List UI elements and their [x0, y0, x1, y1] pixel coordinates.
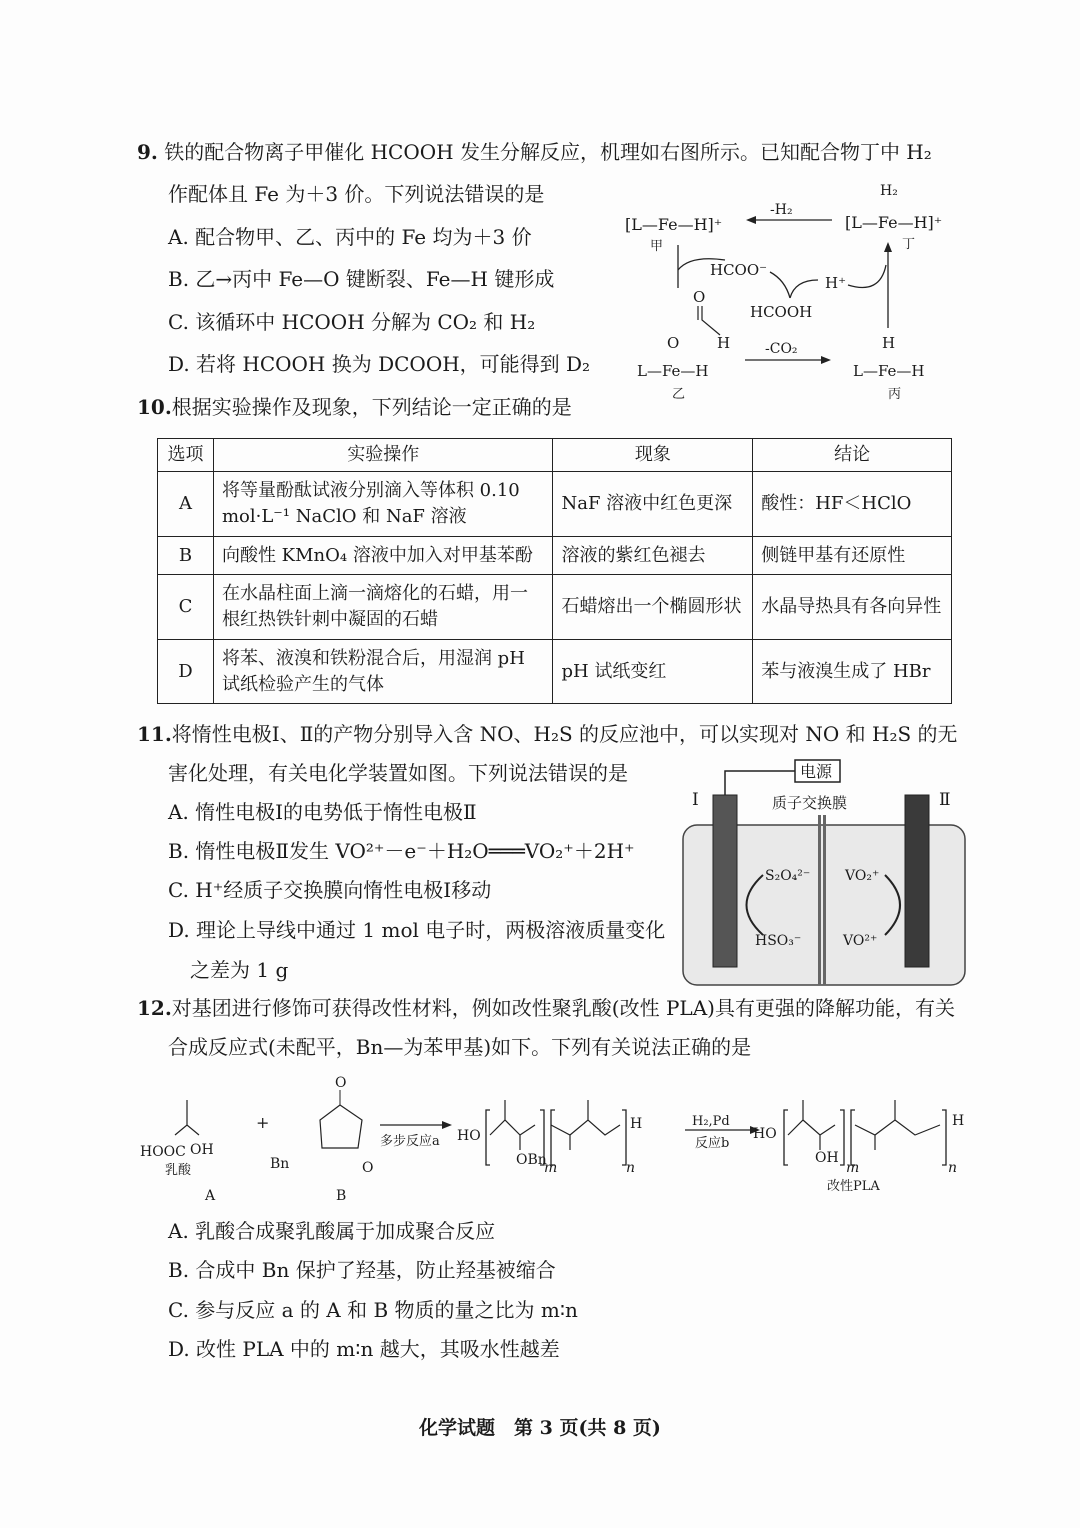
- cell: A: [158, 472, 214, 537]
- q12-option-a: A. 乳酸合成聚乳酸属于加成聚合反应: [168, 1219, 496, 1243]
- atom-o: O: [335, 1075, 347, 1091]
- complex-jia: [L—Fe—H]⁺: [625, 215, 723, 234]
- step-a-label: 多步反应a: [380, 1134, 440, 1149]
- q9-number: 9.: [137, 140, 158, 164]
- cell: 石蜡熔出一个椭圆形状: [553, 575, 753, 640]
- subscript-n: n: [626, 1160, 636, 1176]
- electrode-2-label: Ⅱ: [939, 790, 951, 810]
- minus-co2: -CO₂: [765, 341, 798, 357]
- yi-carbonyl-o: O: [693, 288, 706, 306]
- cell: 侧链甲基有还原性: [753, 537, 952, 575]
- lactic-hooc: HOOC: [140, 1144, 186, 1160]
- lactic-oh: OH: [190, 1142, 214, 1158]
- atom-ho: HO: [753, 1126, 777, 1142]
- hcoo-ion: HCOO⁻: [710, 261, 768, 279]
- subscript-m: m: [544, 1160, 558, 1176]
- label-ding: 丁: [902, 237, 916, 252]
- header-option: 选项: [158, 439, 214, 472]
- membrane-label: 质子交换膜: [772, 794, 848, 812]
- q9-option-a: A. 配合物甲、乙、丙中的 Fe 均为＋3 价: [168, 225, 532, 249]
- label-bing: 丙: [888, 387, 902, 402]
- proton-exchange-membrane: [818, 815, 821, 985]
- minus-h2: -H₂: [770, 202, 793, 218]
- q11-stem: 将惰性电极Ⅰ、Ⅱ的产物分别导入含 NO、H₂S 的反应池中，可以实现对 NO 和 H₂S 的无: [171, 722, 958, 746]
- cell: 酸性：HF＜HClO: [753, 472, 952, 537]
- table-header-row: [158, 439, 952, 472]
- q10-number: 10.: [137, 395, 172, 419]
- product-label: 改性PLA: [827, 1179, 880, 1194]
- q11-number: 11.: [137, 722, 172, 746]
- q12-option-b: B. 合成中 Bn 保护了羟基，防止羟基被缩合: [168, 1258, 556, 1282]
- q12-stem-line1: [137, 995, 955, 1021]
- cell: 在水晶柱面上滴一滴熔化的石蜡，用一根红热铁针刺中凝固的石蜡: [213, 575, 553, 640]
- q12-stem: 对基团进行修饰可获得改性材料，例如改性聚乳酸(改性 PLA)具有更强的降解功能，有关: [171, 996, 955, 1020]
- oh-group: OH: [815, 1150, 839, 1166]
- electrode-1-label: Ⅰ: [692, 790, 699, 810]
- q11-option-d: D. 理论上导线中通过 1 mol 电子时，两极溶液质量变化: [168, 918, 666, 942]
- vo-2plus-ion: VO²⁺: [843, 933, 878, 949]
- q11-option-c: C. H⁺经质子交换膜向惰性电极Ⅰ移动: [168, 878, 492, 902]
- q10-stem: [137, 394, 572, 420]
- q9-stem: 铁的配合物离子甲催化 HCOOH 发生分解反应，机理如右图所示。已知配合物丁中 H₂: [164, 140, 932, 164]
- plus-sign: +: [256, 1113, 270, 1132]
- page-footer: 化学试题 第 3 页(共 8 页): [419, 1417, 661, 1439]
- label-yi: 乙: [672, 387, 686, 402]
- cell: 水晶导热具有各向异性: [753, 575, 952, 640]
- cell: 溶液的紫红色褪去: [553, 537, 753, 575]
- power-label: 电源: [800, 762, 833, 781]
- q9-option-c: C. 该循环中 HCOOH 分解为 CO₂ 和 H₂: [168, 310, 536, 334]
- electrode-2: [905, 795, 929, 967]
- cell: 将等量酚酞试液分别滴入等体积 0.10 mol·L⁻¹ NaClO 和 NaF 溶液: [213, 472, 553, 537]
- q12-number: 12.: [137, 996, 172, 1020]
- header-conclusion: 结论: [753, 439, 952, 472]
- table-row: [158, 640, 952, 704]
- q9-stem-line1: [137, 139, 932, 165]
- compound-b-label: B: [336, 1188, 347, 1204]
- q11-option-d-cont: 之差为 1 g: [190, 958, 289, 982]
- cell: 向酸性 KMnO₄ 溶液中加入对甲基苯酚: [213, 537, 553, 575]
- arrowhead: [746, 216, 756, 224]
- label-jia: 甲: [650, 239, 664, 254]
- atom-h: H: [630, 1116, 643, 1132]
- q12-option-d: D. 改性 PLA 中的 m∶n 越大，其吸水性越差: [168, 1337, 560, 1361]
- carbonate-ring: [320, 1105, 362, 1148]
- subscript-m: m: [846, 1160, 860, 1176]
- electrode-1: [713, 795, 737, 967]
- hcooh: HCOOH: [750, 303, 813, 321]
- table-row: [158, 472, 952, 537]
- vo2-plus-ion: VO₂⁺: [845, 868, 880, 884]
- atom-o: O: [362, 1160, 374, 1176]
- q11-option-a: A. 惰性电极Ⅰ的电势低于惰性电极Ⅱ: [168, 800, 477, 824]
- cell: NaF 溶液中红色更深: [553, 472, 753, 537]
- cell: C: [158, 575, 214, 640]
- q12-option-c: C. 参与反应 a 的 A 和 B 物质的量之比为 m∶n: [168, 1298, 578, 1322]
- q11-stem-line2: 害化处理，有关电化学装置如图。下列说法错误的是: [168, 761, 628, 785]
- q9-mechanism-diagram: [610, 170, 980, 410]
- yi-h: H: [717, 334, 731, 352]
- header-operation: 实验操作: [213, 439, 553, 472]
- atom-h: H: [952, 1113, 965, 1129]
- complex-ding: [L—Fe—H]⁺: [845, 213, 943, 232]
- subscript-n: n: [948, 1160, 958, 1176]
- q10-stem-text: 根据实验操作及现象，下列结论一定正确的是: [171, 395, 572, 419]
- h-plus: H⁺: [825, 274, 846, 292]
- table-row: [158, 575, 952, 640]
- atom-ho: HO: [457, 1128, 481, 1144]
- obn-group: OBn: [516, 1152, 547, 1168]
- cell: D: [158, 640, 214, 704]
- q12-reaction-scheme: [130, 1070, 980, 1210]
- complex-yi: L—Fe—H: [637, 362, 709, 380]
- ding-h2: H₂: [880, 183, 898, 199]
- compound-a-label: A: [205, 1188, 216, 1204]
- lactic-acid-name: 乳酸: [165, 1163, 192, 1178]
- cell: B: [158, 537, 214, 575]
- reagent-b: H₂,Pd: [692, 1114, 730, 1129]
- benzyl-bn: Bn: [270, 1156, 290, 1172]
- hso3-ion: HSO₃⁻: [755, 933, 802, 949]
- q9-option-d: D. 若将 HCOOH 换为 DCOOH，可能得到 D₂: [168, 352, 591, 376]
- cell: 将苯、液溴和铁粉混合后，用湿润 pH 试纸检验产生的气体: [213, 640, 553, 704]
- q11-option-b: B. 惰性电极Ⅱ发生 VO²⁺－e⁻＋H₂O═══VO₂⁺＋2H⁺: [168, 839, 635, 863]
- q10-table: [157, 438, 952, 704]
- yi-o: O: [667, 334, 680, 352]
- bing-h: H: [882, 334, 896, 352]
- complex-bing: L—Fe—H: [853, 362, 925, 380]
- header-phenomenon: 现象: [553, 439, 753, 472]
- q11-electrolysis-diagram: [675, 755, 975, 995]
- q9-option-b: B. 乙→丙中 Fe—O 键断裂、Fe—H 键形成: [168, 267, 555, 291]
- q11-stem-line1: [137, 721, 958, 747]
- q12-stem-line2: 合成反应式(未配平，Bn—为苯甲基)如下。下列有关说法正确的是: [168, 1035, 752, 1059]
- step-b-label: 反应b: [695, 1136, 730, 1151]
- q9-stem-line2: 作配体且 Fe 为＋3 价。下列说法错误的是: [168, 182, 545, 206]
- table-row: [158, 537, 952, 575]
- s2o4-ion: S₂O₄²⁻: [765, 868, 811, 884]
- cell: 苯与液溴生成了 HBr: [753, 640, 952, 704]
- cell: pH 试纸变红: [553, 640, 753, 704]
